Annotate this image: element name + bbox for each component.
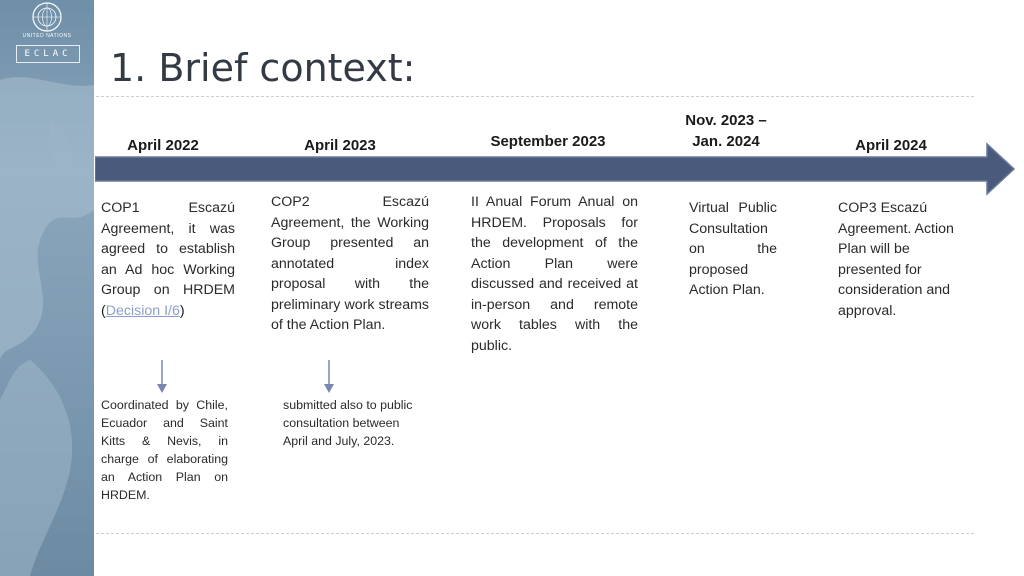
un-emblem-icon [0, 0, 94, 34]
date-nov-2023-jan-2024 [666, 110, 786, 152]
paren-open: ( [101, 302, 106, 319]
event-description-cop2: COP2 Escazú Agreement, the Working Group presented an annotated index proposal with the preliminary work streams of the Action Plan. [271, 194, 429, 333]
event-description-forum: II Anual Forum Anual on HRDEM. Proposals for the development of the Action Plan were discussed and received at in-person and remote work tables with the public. [471, 194, 638, 354]
date-line-1: Nov. 2023 – [685, 112, 767, 129]
eclac-logo [0, 0, 94, 72]
date-april-2022: April 2022 [127, 137, 199, 154]
top-divider [96, 96, 974, 97]
event-description-cop3: COP3 Escazú Agreement. Action Plan will be presented for consideration and approval. [838, 200, 954, 319]
date-april-2023: April 2023 [304, 137, 376, 154]
un-label: UNITED NATIONS [22, 33, 72, 39]
side-panel [0, 0, 94, 576]
date-april-2024: April 2024 [855, 137, 927, 154]
paren-close: ) [179, 302, 185, 319]
map-background-graphic [0, 0, 94, 576]
eclac-acronym: ECLAC [16, 45, 80, 63]
page-title: 1. Brief context: [110, 46, 416, 90]
event-description-consultation: Virtual Public Consultation on the proposed Action Plan. [689, 200, 777, 298]
event-description-cop1 [101, 198, 235, 321]
date-september-2023: September 2023 [490, 133, 606, 150]
decision-link[interactable]: Decision I/6 [105, 302, 180, 319]
bottom-divider [96, 533, 974, 534]
down-arrow-icon [322, 360, 336, 394]
note-public-consultation: submitted also to public consultation between April and July, 2023. [283, 398, 413, 448]
note-coordination: Coordinated by Chile, Ecuador and Saint Kitts & Nevis, in charge of elaborating an Action Plan on HRDEM. [101, 398, 228, 502]
down-arrow-icon [155, 360, 169, 394]
cop1-text: COP1 Escazú Agreement, it was agreed to establish an Ad hoc Working Group on HRDEM [101, 200, 235, 298]
date-line-2: Jan. 2024 [692, 133, 760, 150]
